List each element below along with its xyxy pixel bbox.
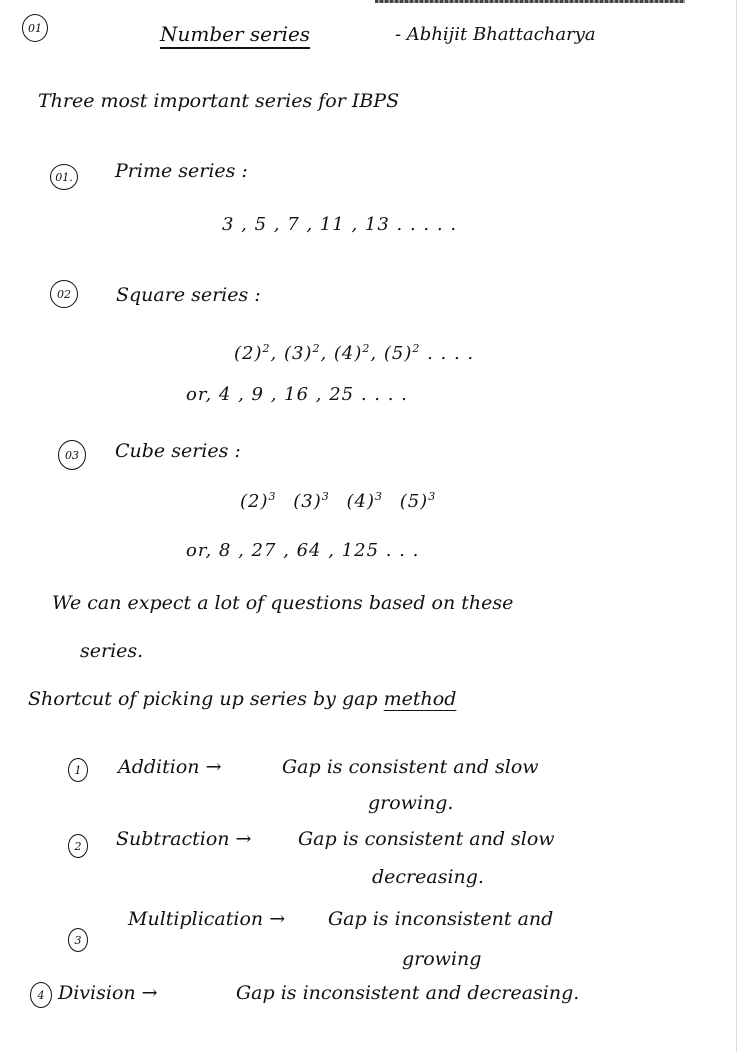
expr-base: (2) — [234, 343, 263, 364]
arrow-right-icon: → — [269, 908, 286, 930]
series-values: or, 4 , 9 , 16 , 25 . . . . — [186, 384, 408, 405]
series-heading: Square series : — [116, 284, 261, 306]
rule-operation — [128, 908, 285, 930]
rule-description: Gap is inconsistent and — [328, 908, 554, 930]
series-index: 01. — [55, 170, 73, 184]
scan-artifact-bar — [375, 0, 685, 3]
expr-exp: 3 — [374, 490, 383, 503]
arrow-right-icon: → — [205, 756, 222, 778]
series-index-badge — [50, 280, 78, 308]
shortcut-heading — [28, 688, 456, 710]
rule-operation — [58, 982, 158, 1004]
rule-index: 1 — [74, 763, 82, 777]
expr-exp: 3 — [268, 490, 277, 503]
rule-description: Gap is inconsistent and decreasing. — [236, 982, 580, 1004]
series-index-badge — [58, 440, 86, 470]
expr-base: (4) — [346, 491, 375, 512]
series-index-badge — [50, 164, 78, 190]
rule-index-badge — [68, 928, 88, 952]
expr-base: (2) — [240, 491, 269, 512]
rule-description-cont: decreasing. — [372, 866, 484, 888]
expr-base: (4) — [333, 343, 363, 364]
series-values: or, 8 , 27 , 64 , 125 . . . — [186, 540, 420, 561]
arrow-right-icon: → — [235, 828, 252, 850]
page-edge — [736, 0, 737, 1052]
intro-text: Three most important series for IBPS — [38, 90, 400, 112]
expr-tail: . . . . — [427, 343, 475, 364]
series-heading: Cube series : — [115, 440, 241, 462]
rule-description-cont: growing — [402, 948, 482, 970]
note-line-1: We can expect a lot of questions based on these — [52, 592, 514, 614]
rule-index: 2 — [74, 839, 82, 853]
series-index: 03 — [65, 448, 79, 462]
page-number: 01 — [28, 21, 42, 35]
expr-exp: 2 — [412, 342, 421, 355]
series-expression — [240, 490, 436, 512]
rule-operation-label: Division — [58, 982, 136, 1004]
series-expression: $(2)^2$, $(3)^2$, $(4)^2$, $(5)^2$ . . . . — [234, 342, 475, 364]
rule-operation-label: Multiplication — [128, 908, 264, 930]
rule-index-badge — [68, 758, 88, 782]
rule-operation — [116, 828, 251, 850]
series-values: 3 , 5 , 7 , 11 , 13 . . . . . — [222, 214, 458, 235]
note-line-2: series. — [80, 640, 144, 662]
page-title: Number series — [160, 22, 311, 46]
rule-operation-label: Subtraction — [116, 828, 230, 850]
shortcut-heading-emphasis: method — [383, 688, 457, 710]
expr-base: (5) — [399, 491, 429, 512]
page-number-badge — [22, 14, 48, 42]
rule-description-cont: growing. — [368, 792, 454, 814]
rule-description: Gap is consistent and slow — [298, 828, 555, 850]
expr-exp: 3 — [321, 490, 330, 503]
series-index: 02 — [57, 287, 71, 301]
rule-index-badge — [30, 982, 52, 1008]
rule-description: Gap is consistent and slow — [282, 756, 539, 778]
expr-base: (5) — [383, 343, 413, 364]
rule-index: 4 — [37, 988, 45, 1002]
author: - Abhijit Bhattacharya — [395, 24, 596, 45]
expr-exp: 2 — [312, 342, 321, 355]
expr-base: (3) — [283, 343, 313, 364]
expr-exp: 2 — [362, 342, 371, 355]
expr-exp: 2 — [262, 342, 271, 355]
rule-operation — [118, 756, 221, 778]
rule-index: 3 — [74, 933, 82, 947]
arrow-right-icon: → — [141, 982, 158, 1004]
shortcut-heading-text: Shortcut of picking up series by gap — [28, 688, 378, 710]
series-heading: Prime series : — [115, 160, 248, 182]
rule-operation-label: Addition — [118, 756, 200, 778]
rule-index-badge — [68, 834, 88, 858]
expr-exp: 3 — [428, 490, 437, 503]
expr-base: (3) — [293, 491, 322, 512]
